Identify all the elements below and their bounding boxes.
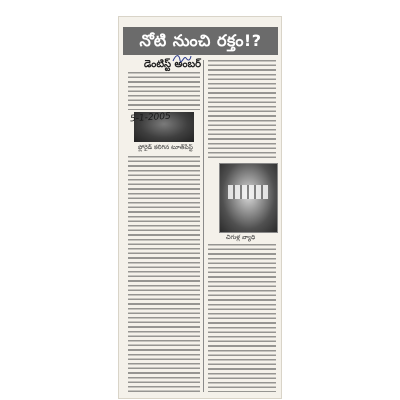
handwritten-signature [172, 52, 192, 64]
column-divider [203, 60, 204, 392]
article-column-left-top [128, 72, 200, 110]
byline: డెంటిస్ట్ అంబర్ [144, 59, 202, 70]
article-column-right-top [208, 60, 276, 160]
article-column-left [128, 156, 200, 392]
headline: నోటి నుంచి రక్తం!? [123, 27, 278, 55]
teeth-image-detail [228, 185, 268, 199]
photo-caption-left: ఫ్లోరైడ్ కలిగిన టూత్‌పేస్ట్ [138, 144, 193, 151]
article-column-right [208, 244, 276, 392]
handwritten-date: 5-1-2005 [129, 111, 172, 125]
photo-caption-right: చిగుళ్ల వ్యాధి [226, 234, 256, 241]
